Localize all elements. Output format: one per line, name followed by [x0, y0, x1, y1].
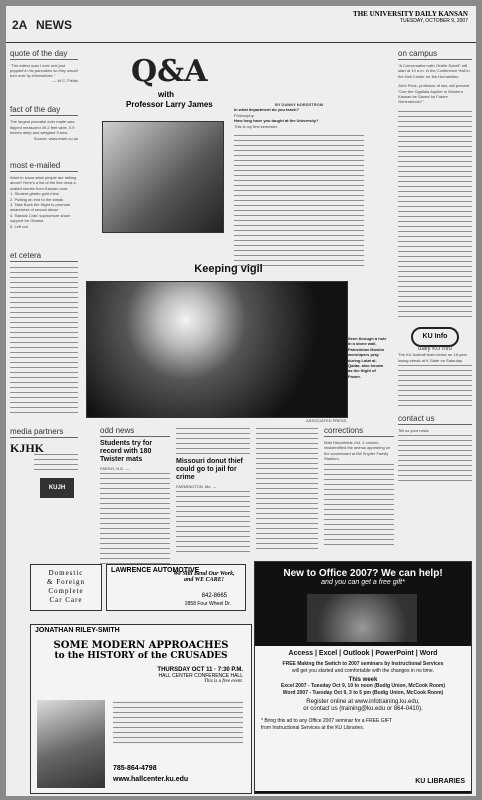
contact-text: Tell us your news — [398, 428, 429, 434]
qa-byline: BY DANNY NORDSTROM — [274, 102, 324, 107]
tv-logo: KUJH — [40, 478, 74, 498]
odd-news-column-3 — [256, 426, 318, 551]
photo-title: Keeping vigil — [194, 263, 263, 275]
ku-info-text: The KU football team broke an 18-year losing streak at K-State on Saturday. — [398, 352, 467, 363]
office-line-1: FREE Making the Switch to 2007 seminars by Instructional Services — [282, 661, 444, 667]
issue-date: TUESDAY, OCTOBER 9, 2007 — [399, 18, 468, 24]
ku-libraries-logo: KU LIBRARIES — [415, 778, 465, 785]
media-head: media partners — [10, 427, 78, 438]
corrections-head: corrections — [324, 426, 394, 437]
office-sub: and you can get a free gift* — [321, 579, 405, 586]
odd-text-3 — [256, 426, 318, 551]
campus-item-1: "A Conversation with Orville Schell" will start at 10 a.m. in the Conference Hall in the Hall Center for the Humanities. — [398, 63, 470, 79]
lecture-free: This is a free event. — [204, 679, 243, 684]
qa-question-1: In what department do you teach? — [234, 107, 299, 113]
odd-dateline-2: FARMINGTON, Mo. — — [176, 484, 217, 489]
campus-head: on campus — [398, 49, 472, 60]
domestic-ad — [30, 564, 102, 611]
emailed-item: 4. 'Barack Crab' sophomore show support for Obama — [10, 212, 70, 224]
kjhk-logo: KJHK — [10, 441, 45, 456]
domestic-line: Car Care — [49, 596, 83, 604]
lecturer-photo — [37, 700, 105, 788]
contact-more — [398, 433, 472, 485]
domestic-line: & Foreign — [47, 578, 85, 586]
section-name: NEWS — [36, 18, 72, 32]
lecture-ad — [30, 624, 252, 794]
corrections-more — [324, 462, 394, 546]
qa-remaining-text — [234, 133, 364, 268]
office-ad — [254, 561, 472, 794]
office-word: Word 2007 - Tuesday Oct 9, 3 to 5 pm (Budig Union, McCook Room) — [282, 689, 444, 696]
qa-with: with — [158, 90, 174, 99]
photo-credit: ASSOCIATED PRESS — [306, 418, 347, 423]
auto-phone: 842-8665 — [201, 593, 227, 599]
domestic-ad-lines — [31, 565, 101, 605]
odd-text-2 — [176, 489, 250, 554]
corrections-text: Matt Hirschfelds Oct. 2 column misidentified the animal appearing on the scoreboard at Bill Snyder Family Stadium. — [324, 440, 391, 462]
auto-slogan: We Still Bend Our Work, and WE CARE! — [173, 571, 235, 583]
lecture-phone: 785-864-4798 — [113, 765, 157, 772]
emailed-item: 1. Student ghetto gold mine — [10, 191, 59, 197]
etcetera-text — [10, 265, 78, 415]
office-line-2: will get you started and comfortable with the changes in no time. — [291, 667, 435, 674]
lecture-title-1: SOME MODERN APPROACHES — [53, 640, 229, 651]
quote-source: — W.C. Fields — [52, 78, 78, 83]
corrections-column — [324, 426, 394, 546]
qa-title: Q&A — [131, 54, 208, 89]
auto-ad — [106, 564, 246, 611]
newspaper-page — [6, 6, 476, 796]
professor-photo — [102, 121, 224, 233]
qa-answer-1: Philosophy. — [234, 112, 255, 118]
lecture-place: HALL CENTER CONFERENCE HALL — [158, 673, 243, 679]
fact-text: The largest pancake ever made was flipped measured 49.2 feet wide, 0.9 inches deep and weighed 3 tons. — [10, 119, 75, 136]
odd-dateline-1: FARGO, N.D. — — [100, 466, 130, 471]
emailed-intro: Want to know what people are talking about? Here's a list of the five most e-mailed stories from Kansan.com: — [10, 175, 78, 191]
campus-more — [398, 109, 472, 319]
contact-head: contact us — [398, 414, 472, 425]
office-register: Register online at www.infotraining.ku.edu, — [306, 699, 420, 705]
emailed-head: most e-mailed — [10, 161, 78, 172]
domestic-line: Domestic — [48, 569, 84, 577]
qa-question-2: How long have you taught at the University? — [234, 118, 319, 124]
ku-info-more — [398, 363, 472, 408]
domestic-line: Complete — [48, 587, 84, 595]
office-contact: or contact us (training@ku.edu or 864-0410). — [303, 705, 423, 712]
qa-answer-2: This is my first semester. — [234, 123, 279, 129]
office-title: New to Office 2007? We can help! — [283, 568, 443, 579]
page-number: 2A — [12, 18, 28, 32]
office-footnote: * Bring this ad to any Office 2007 seminar for a FREE GIFT from Instructional Services at the KU Libraries. — [261, 718, 392, 731]
qa-body — [234, 102, 364, 268]
lecture-title-2: to the HISTORY of the CRUSADES — [54, 651, 228, 661]
auto-title: LAWRENCE AUTOMOTIVE — [111, 567, 200, 574]
etcetera-head: et cetera — [10, 251, 78, 262]
qa-name: Professor Larry James — [126, 100, 213, 109]
campus-item-2: John Peck, professor of law, will present "Can the Ogallala Aquifer in Western Kansas be Saved for Future Generations?" — [398, 83, 470, 105]
fact-source: Source: www.rbark.co.uk — [33, 135, 78, 141]
odd-news-column-2 — [176, 426, 250, 554]
vigil-photo — [86, 281, 348, 418]
lecture-description — [113, 700, 243, 744]
right-column — [398, 49, 472, 485]
auto-address: 2858 Four Wheel Dr. — [184, 601, 231, 607]
ku-info-logo: KU Info — [411, 327, 459, 347]
office-excel: Excel 2007 - Tuesday Oct 9, 10 to noon (Budig Union, McCook Room) — [280, 683, 446, 689]
lecture-speaker: JONATHAN RILEY-SMITH — [35, 627, 120, 634]
masthead — [6, 6, 476, 43]
lecture-url: www.hallcenter.ku.edu — [113, 776, 189, 783]
emailed-list — [10, 191, 78, 229]
emailed-item: 2. Putting an end to the streak — [10, 196, 64, 202]
emailed-item: 3. Take Back the Night to promote awareness of sexual abuse — [10, 202, 71, 213]
left-column — [10, 49, 78, 498]
fact-head: fact of the day — [10, 105, 78, 116]
odd-headline-2: Missouri donut thief could go to jail for crime — [176, 458, 243, 481]
quote-head: quote of the day — [10, 49, 78, 60]
paper-title: THE UNIVERSITY DAILY KANSAN TUESDAY, OCTOBER 9, 2007 — [353, 10, 468, 24]
office-laptop-image — [307, 594, 417, 642]
odd-news-column — [100, 426, 170, 566]
odd-text-1 — [100, 471, 170, 566]
quote-text: "The tallest man I ever met just popped in his pancakes so they would turn over by themselves." — [10, 63, 78, 78]
odd-text-continued — [176, 426, 250, 456]
office-details — [255, 646, 471, 791]
office-apps: Access | Excel | Outlook | PowerPoint | Word — [288, 650, 438, 657]
ku-info-subtitle: daily KU info — [418, 345, 452, 352]
lecture-time: THURSDAY OCT 11 · 7:30 P.M. — [157, 667, 243, 673]
emailed-item: 5. Left out — [10, 223, 28, 229]
odd-headline-1: Students try for record with 180 Twister mats — [100, 440, 153, 463]
office-week: This week — [348, 677, 378, 683]
odd-news-head: odd news — [100, 426, 170, 437]
photo-caption: Seen through a hole in a stone wall, Palestinian Muslim worshipers pray during Lalat al-Qadar, also known as the Night of Power. — [348, 336, 387, 379]
